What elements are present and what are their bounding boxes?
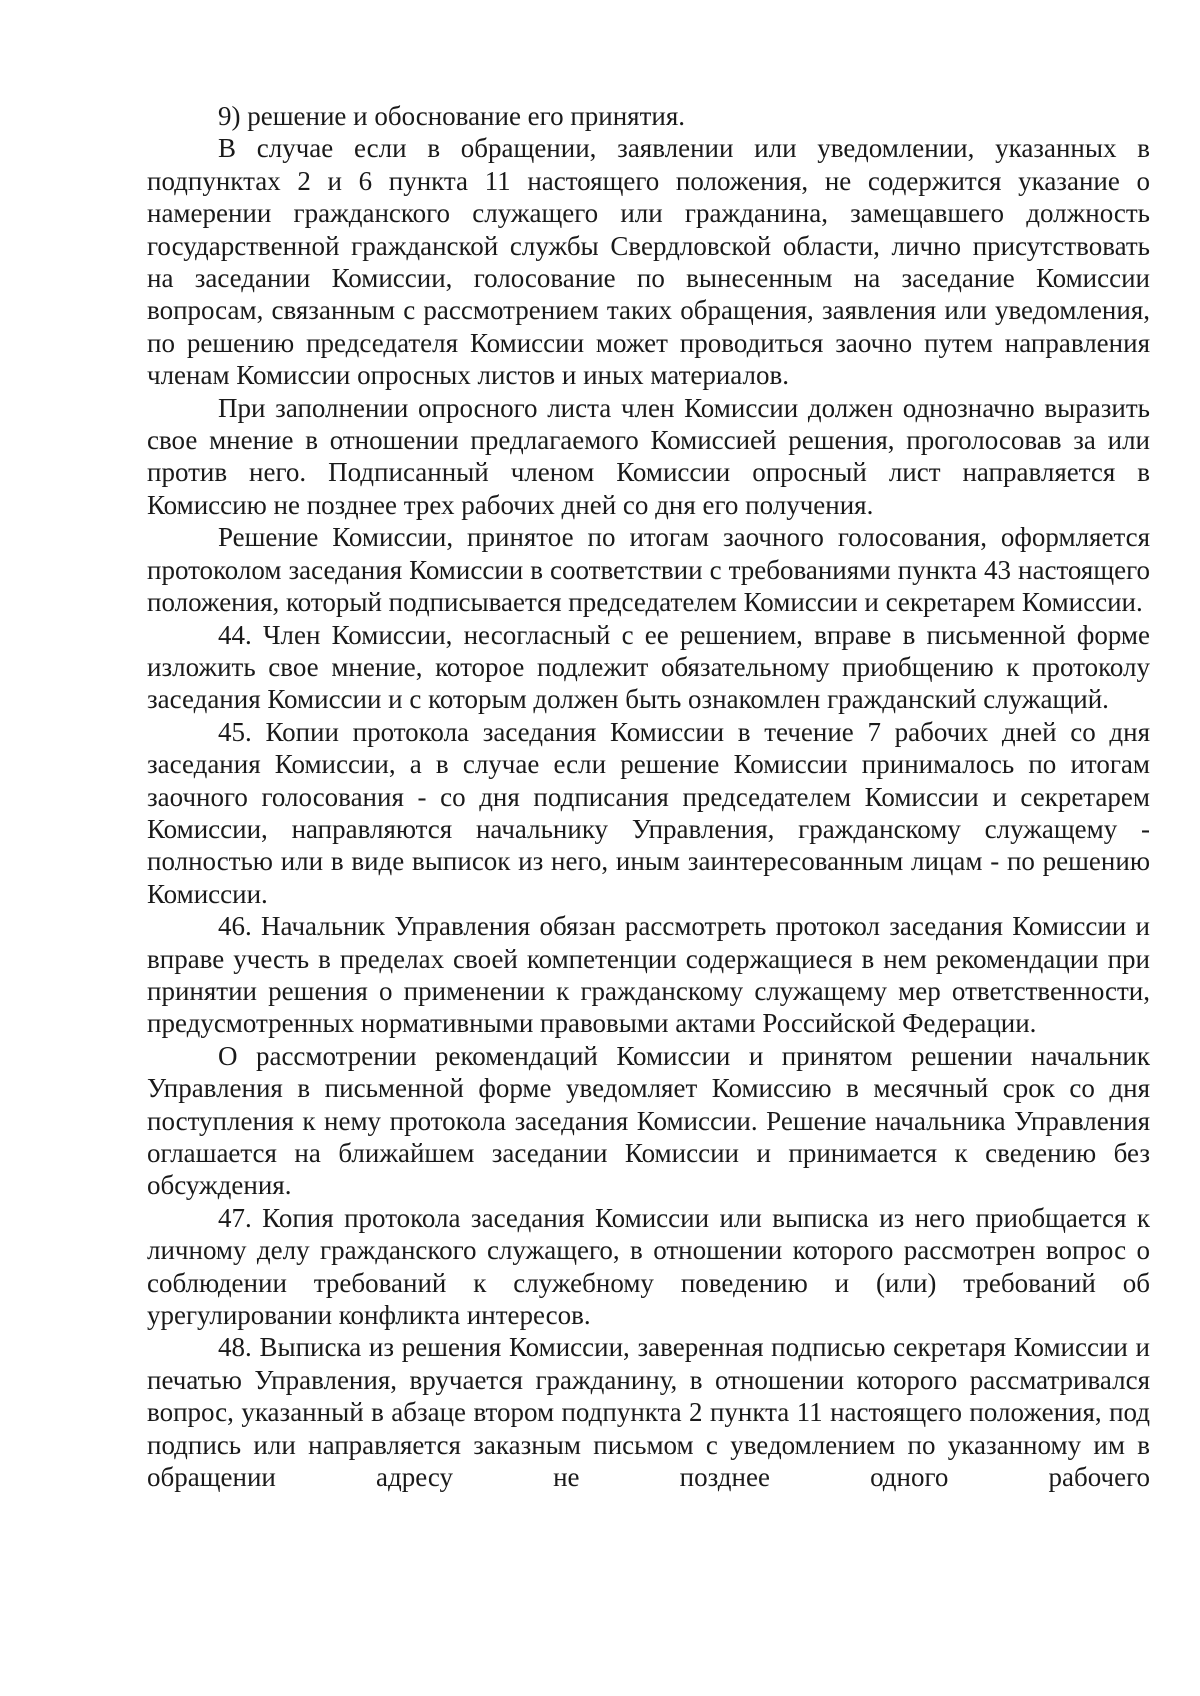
paragraph-45: 45. Копии протокола заседания Комиссии в течение 7 рабочих дней со дня заседания Комиссии, а в случае если решение Комиссии принималось по итогам заочного голосования - со дня подписания председателем Комиссии и секретарем Комиссии, направляются начальнику Управления, гражданскому служащему - полностью или в виде выписок из него, иным заинтересованным лицам - по решению Комиссии. — [147, 716, 1150, 909]
paragraph-48: 48. Выписка из решения Комиссии, заверенная подписью секретаря Комиссии и печатью Управления, вручается гражданину, в отношении которого рассматривался вопрос, указанный в абзаце втором подпункта 2 пункта 11 настоящего положения, под подпись или направляется заказным письмом с уведомлением по указанному им в обращении адресу не позднее одного рабочего — [147, 1332, 1150, 1493]
paragraph-decision-protocol: Решение Комиссии, принятое по итогам заочного голосования, оформляется протоколом заседания Комиссии в соответствии с требованиями пункта 43 настоящего положения, который подписывается председателем Комиссии и секретарем Комиссии. — [147, 522, 1150, 618]
paragraph-absentee-voting: В случае если в обращении, заявлении или уведомлении, указанных в подпунктах 2 и 6 пункта 11 настоящего положения, не содержится указание о намерении гражданского служащего или гражданина, замещавшего должность государственной гражданской службы Свердловской области, лично присутствовать на заседании Комиссии, голосование по вынесенным на заседание Комиссии вопросам, связанным с рассмотрением таких обращения, заявления или уведомления, по решению председателя Комиссии может проводиться заочно путем направления членам Комиссии опросных листов и иных материалов. — [147, 133, 1150, 391]
paragraph-46: 46. Начальник Управления обязан рассмотреть протокол заседания Комиссии и вправе учесть в пределах своей компетенции содержащиеся в нем рекомендации при принятии решения о применении к гражданскому служащему мер ответственности, предусмотренных нормативными правовыми актами Российской Федерации. — [147, 911, 1150, 1039]
paragraph-questionnaire: При заполнении опросного листа член Комиссии должен однозначно выразить свое мнение в отношении предлагаемого Комиссией решения, проголосовав за или против него. Подписанный членом Комиссии опросный лист направляется в Комиссию не позднее трех рабочих дней со дня его получения. — [147, 392, 1150, 520]
paragraph-44: 44. Член Комиссии, несогласный с ее решением, вправе в письменной форме изложить свое мнение, которое подлежит обязательному приобщению к протоколу заседания Комиссии и с которым должен быть ознакомлен гражданский служащий. — [147, 619, 1150, 715]
paragraph-9-decision: 9) решение и обоснование его принятия. — [218, 101, 686, 131]
document-body — [147, 100, 1150, 1493]
paragraph-recommendations: О рассмотрении рекомендаций Комиссии и принятом решении начальник Управления в письменной форме уведомляет Комиссию в месячный срок со дня поступления к нему протокола заседания Комиссии. Решение начальника Управления оглашается на ближайшем заседании Комиссии и принимается к сведению без обсуждения. — [147, 1040, 1150, 1201]
paragraph-47: 47. Копия протокола заседания Комиссии или выписка из него приобщается к личному делу гражданского служащего, в отношении которого рассмотрен вопрос о соблюдении требований к служебному поведению и (или) требований об урегулировании конфликта интересов. — [147, 1202, 1150, 1331]
